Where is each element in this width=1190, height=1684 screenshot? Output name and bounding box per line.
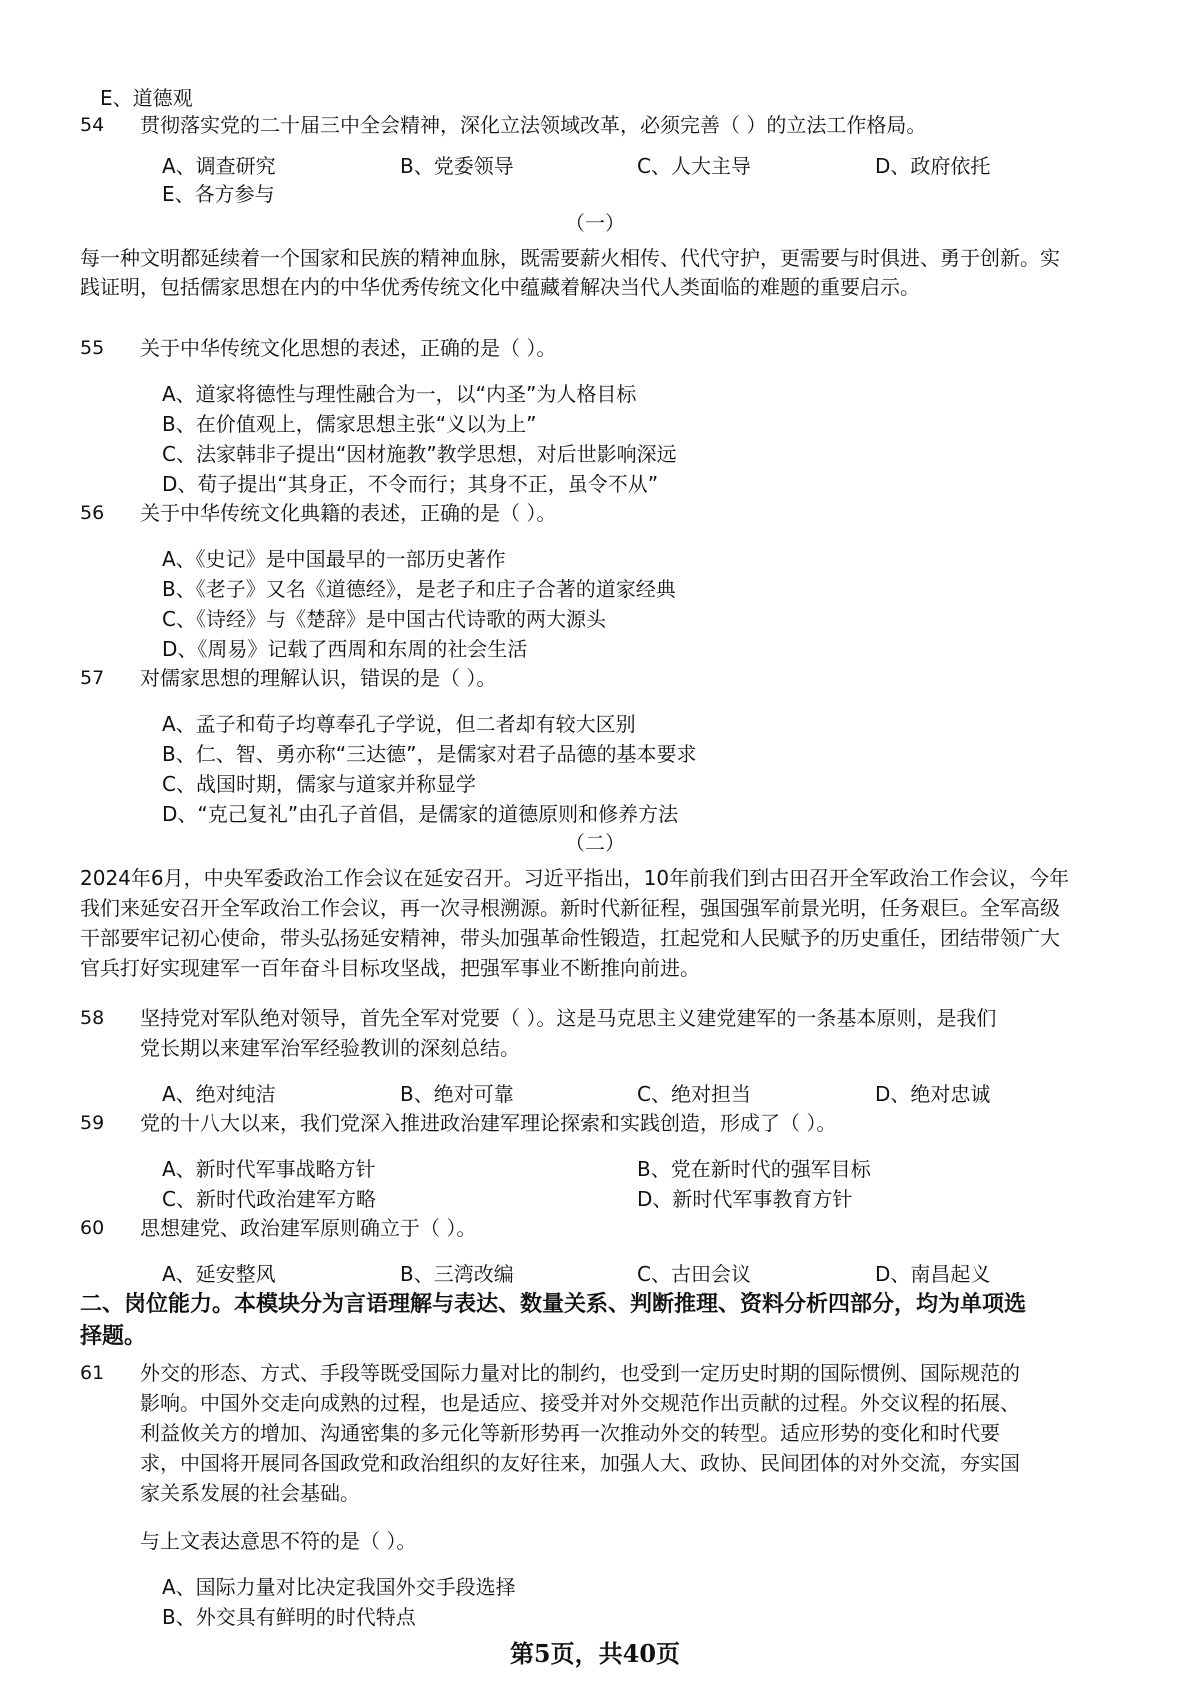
- question-number: 61: [80, 1362, 105, 1384]
- option-c: C、新时代政治建军方略: [162, 1187, 376, 1211]
- option-b: B、党委领导: [400, 154, 514, 178]
- part-heading: 择题。: [80, 1324, 147, 1349]
- passage-line: 外交的形态、方式、手段等既受国际力量对比的制约，也受到一定历史时期的国际惯例、国际规范的: [140, 1361, 1020, 1385]
- option-b: B、绝对可靠: [400, 1082, 514, 1106]
- part-heading: 二、岗位能力。本模块分为言语理解与表达、数量关系、判断推理、资料分析四部分，均为单项选: [80, 1292, 1027, 1317]
- passage-line: 我们来延安召开全军政治工作会议，再一次寻根溯源。新时代新征程，强国强军前景光明，任务艰巨。全军高级: [80, 896, 1060, 920]
- question-number: 57: [80, 667, 105, 689]
- question-stem: 对儒家思想的理解认识，错误的是（ ）。: [140, 666, 497, 690]
- passage-line: 2024年6月，中央军委政治工作会议在延安召开。习近平指出，10年前我们到古田召开全军政治工作会议，今年: [80, 866, 1070, 890]
- option-c: C、法家韩非子提出“因材施教”教学思想，对后世影响深远: [162, 442, 677, 466]
- option-b: B、在价值观上，儒家思想主张“义以为上”: [162, 412, 537, 436]
- option-a: A、孟子和荀子均尊奉孔子学说，但二者却有较大区别: [162, 712, 636, 736]
- question-stem: 党长期以来建军治军经验教训的深刻总结。: [140, 1036, 520, 1060]
- option-a: A、延安整风: [162, 1262, 276, 1286]
- question-stem: 思想建党、政治建军原则确立于（ ）。: [140, 1216, 477, 1240]
- option-c: C、人大主导: [637, 154, 751, 178]
- question-stem: 党的十八大以来，我们党深入推进政治建军理论探索和实践创造，形成了（ ）。: [140, 1111, 837, 1135]
- passage-line: 求，中国将开展同各国政党和政治组织的友好往来，加强人大、政协、民间团体的对外交流，夯实国: [140, 1451, 1020, 1475]
- option-e: E、各方参与: [162, 182, 275, 206]
- passage-line: 家关系发展的社会基础。: [140, 1481, 360, 1505]
- passage-line: 每一种文明都延续着一个国家和民族的精神血脉，既需要薪火相传、代代守护，更需要与时俱进、勇于创新。实: [80, 246, 1060, 270]
- question-number: 60: [80, 1217, 105, 1239]
- option-d: D、政府依托: [875, 154, 991, 178]
- option-b: B、《老子》又名《道德经》，是老子和庄子合著的道家经典: [162, 577, 676, 601]
- option-b: B、党在新时代的强军目标: [637, 1157, 871, 1181]
- passage-line: 官兵打好实现建军一百年奋斗目标攻坚战，把强军事业不断推向前进。: [80, 956, 700, 980]
- option-c: C、古田会议: [637, 1262, 751, 1286]
- passage-line: 践证明，包括儒家思想在内的中华优秀传统文化中蕴藏着解决当代人类面临的难题的重要启示。: [80, 275, 920, 299]
- passage-line: 影响。中国外交走向成熟的过程，也是适应、接受并对外交规范作出贡献的过程。外交议程的拓展、: [140, 1391, 1020, 1415]
- option-d: D、荀子提出“其身正，不令而行；其身不正，虽令不从”: [162, 472, 659, 496]
- option-a: A、道家将德性与理性融合为一，以“内圣”为人格目标: [162, 382, 637, 406]
- option-a: A、《史记》是中国最早的一部历史著作: [162, 547, 506, 571]
- question-stem: 贯彻落实党的二十届三中全会精神，深化立法领域改革，必须完善（ ）的立法工作格局。: [140, 113, 927, 137]
- option-d: D、南昌起义: [875, 1262, 991, 1286]
- question-number: 55: [80, 337, 105, 359]
- passage-line: 干部要牢记初心使命，带头弘扬延安精神，带头加强革命性锻造，扛起党和人民赋予的历史重任，团结带领广大: [80, 926, 1060, 950]
- page-number: 第5页，共40页: [509, 1639, 681, 1668]
- option-c: C、绝对担当: [637, 1082, 751, 1106]
- option-b: B、三湾改编: [400, 1262, 514, 1286]
- option-a: A、绝对纯洁: [162, 1082, 276, 1106]
- question-stem: 与上文表达意思不符的是（ ）。: [140, 1529, 417, 1553]
- section-title: （一）: [565, 211, 625, 235]
- option-e: E、道德观: [100, 86, 193, 110]
- question-stem: 坚持党对军队绝对领导，首先全军对党要（ ）。这是马克思主义建党建军的一条基本原则，是我们: [140, 1006, 997, 1030]
- option-d: D、绝对忠诚: [875, 1082, 991, 1106]
- option-b: B、外交具有鲜明的时代特点: [162, 1605, 416, 1629]
- option-b: B、仁、智、勇亦称“三达德”，是儒家对君子品德的基本要求: [162, 742, 697, 766]
- option-c: C、《诗经》与《楚辞》是中国古代诗歌的两大源头: [162, 607, 606, 631]
- question-stem: 关于中华传统文化思想的表述，正确的是（ ）。: [140, 336, 557, 360]
- question-number: 54: [80, 114, 105, 136]
- question-number: 58: [80, 1007, 105, 1029]
- question-number: 56: [80, 502, 105, 524]
- question-number: 59: [80, 1112, 105, 1134]
- option-c: C、战国时期，儒家与道家并称显学: [162, 772, 476, 796]
- option-a: A、新时代军事战略方针: [162, 1157, 376, 1181]
- section-title: （二）: [565, 831, 625, 855]
- option-d: D、《周易》记载了西周和东周的社会生活: [162, 637, 528, 661]
- option-d: D、“克己复礼”由孔子首倡，是儒家的道德原则和修养方法: [162, 802, 679, 826]
- question-stem: 关于中华传统文化典籍的表述，正确的是（ ）。: [140, 501, 557, 525]
- passage-line: 利益攸关方的增加、沟通密集的多元化等新形势再一次推动外交的转型。适应形势的变化和时代要: [140, 1421, 1000, 1445]
- option-d: D、新时代军事教育方针: [637, 1187, 853, 1211]
- option-a: A、调查研究: [162, 154, 276, 178]
- option-a: A、国际力量对比决定我国外交手段选择: [162, 1575, 516, 1599]
